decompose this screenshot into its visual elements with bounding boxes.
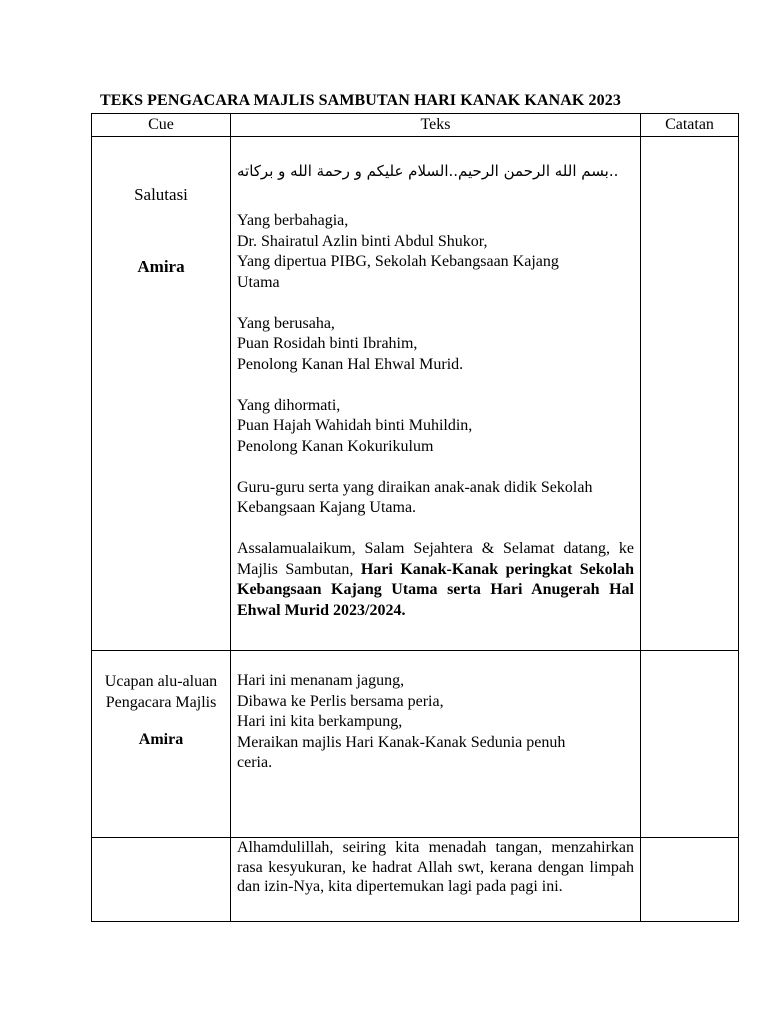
pantun-line: Meraikan majlis Hari Kanak-Kanak Sedunia penuh xyxy=(237,733,566,751)
cue-label: Pengacara Majlis xyxy=(105,694,217,711)
gratitude-paragraph: Alhamdulillah, seiring kita menadah tangan, menzahirkan rasa kesyukuran, ke hadrat Allah swt, kerana dengan limpah dan izin-Nya, kita dipertemukan lagi pada pagi ini. xyxy=(237,839,634,895)
table-header-row xyxy=(92,114,739,137)
pantun-line: ceria. xyxy=(237,754,273,771)
welcome-paragraph xyxy=(237,539,634,621)
cue-presenter-name: Amira xyxy=(137,257,185,276)
text-line: Yang dipertua PIBG, Sekolah Kebangsaan Kajang xyxy=(237,253,559,270)
cue-cell xyxy=(92,838,231,922)
script-table xyxy=(91,113,739,922)
cue-label: Ucapan alu-aluan xyxy=(104,673,218,690)
text-line: Dr. Shairatul Azlin binti Abdul Shukor, xyxy=(237,232,488,250)
teks-cell xyxy=(231,838,641,922)
text-line: Penolong Kanan Kokurikulum xyxy=(237,437,434,455)
header-catatan: Catatan xyxy=(641,114,739,137)
cue-presenter-name: Amira xyxy=(138,731,184,748)
salutation-paragraph xyxy=(237,314,634,376)
text-line: Puan Rosidah binti Ibrahim, xyxy=(237,335,418,352)
table-row xyxy=(92,137,739,651)
document-title: TEKS PENGACARA MAJLIS SAMBUTAN HARI KANAK KANAK 2023 xyxy=(100,92,621,109)
cue-label: Salutasi xyxy=(134,185,188,204)
pantun-line: Hari ini kita berkampung, xyxy=(237,713,403,730)
text-line: Penolong Kanan Hal Ehwal Murid. xyxy=(237,355,464,373)
table-row xyxy=(92,651,739,838)
salutation-paragraph xyxy=(237,396,634,458)
catatan-cell xyxy=(641,838,739,922)
text-line: Yang berbahagia, xyxy=(237,212,349,229)
pantun-line: Hari ini menanam jagung, xyxy=(237,672,405,689)
teks-cell xyxy=(231,137,641,651)
text-line: Utama xyxy=(237,273,280,291)
text-line: Guru-guru serta yang diraikan anak-anak didik Sekolah xyxy=(237,478,593,496)
welcome-event-text: Hari Kanak-Kanak peringkat Sekolah Kebangsaan Kajang Utama serta Hari Anugerah Hal Ehwal Murid 2023/2024. xyxy=(237,560,634,619)
salutation-paragraph xyxy=(237,478,634,519)
table-row xyxy=(92,838,739,922)
cue-cell xyxy=(92,137,231,651)
arabic-greeting: ..بسم الله الرحمن الرحيم..السلام عليكم و رحمة الله و بركاته xyxy=(237,162,619,180)
text-line: Yang berusaha, xyxy=(237,314,335,332)
text-line: Kebangsaan Kajang Utama. xyxy=(237,499,417,516)
text-line: Puan Hajah Wahidah binti Muhildin, xyxy=(237,417,473,434)
pantun xyxy=(237,671,634,774)
catatan-cell xyxy=(641,137,739,651)
catatan-cell xyxy=(641,651,739,838)
header-cue: Cue xyxy=(92,114,231,137)
text-line: Yang dihormati, xyxy=(237,396,341,414)
pantun-line: Dibawa ke Perlis bersama peria, xyxy=(237,692,444,710)
teks-cell xyxy=(231,651,641,838)
header-teks: Teks xyxy=(231,114,641,137)
cue-cell xyxy=(92,651,231,838)
welcome-text: Assalamualaikum, Salam Sejahtera & Selamat datang, ke Majlis Sambutan, xyxy=(237,540,634,578)
salutation-paragraph xyxy=(237,211,634,293)
